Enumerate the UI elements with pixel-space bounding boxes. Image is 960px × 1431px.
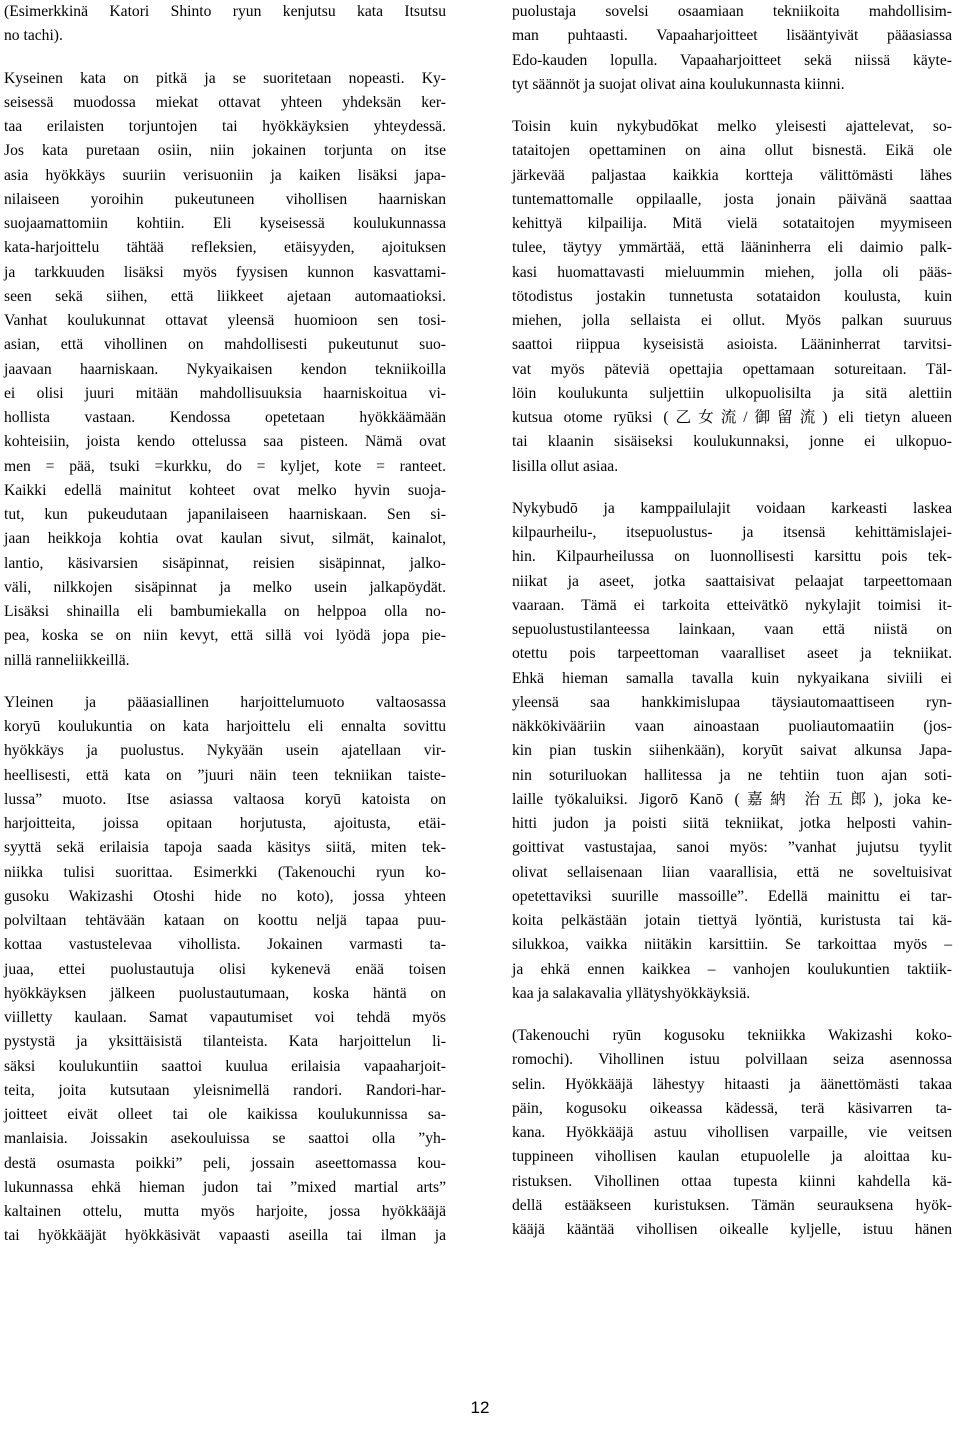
text-line: heellisesti, että kata on ”juuri näin teen tekniikan taiste-	[4, 766, 446, 784]
text-line: Kaikki edellä mainitut kohteet ovat melko hyvin suoja-	[4, 481, 446, 499]
text-line: syyttä sekä erilaisia tapoja saada käsitys siitä, miten tek-	[4, 839, 446, 857]
text-line: tai hyökkääjät hyökkäsivät vapaasti aseilla tai ilman ja	[4, 1227, 446, 1245]
text-line: niikka tulisi suorittaa. Esimerkki (Takenouchi ryun ko-	[4, 863, 446, 881]
text-line: goittivat vastustajaa, sanoi myös: ”vanhat jujutsu tyylit	[512, 839, 952, 857]
text-line: hyökkäys ja puolustus. Nykyään usein ajatellaan vir-	[4, 742, 446, 760]
text-line: lukunnassa ehkä hieman judon tai ”mixed martial arts”	[4, 1178, 446, 1196]
text-line: vaaraan. Tämä ei tarkoita etteivätkö nykylajit toimisi it-	[512, 596, 952, 614]
text-line: sepuolustustilanteessa lainkaan, vaan että niistä on	[512, 621, 952, 638]
paragraph	[4, 0, 446, 49]
text-line: Lisäksi shinailla eli bambumiekalla on helppoa olla no-	[4, 603, 446, 620]
paragraph	[512, 1024, 952, 1242]
text-line: Yleinen ja pääasiallinen harjoittelumuoto valtaosassa	[4, 693, 446, 711]
text-line: kata-harjoittelu tähtää refleksien, etäisyyden, ajoituksen	[4, 239, 446, 257]
paragraph-gap	[4, 49, 446, 67]
text-line: no tachi).	[4, 27, 63, 45]
text-line: (Esimerkkinä Katori Shinto ryun kenjutsu kata Itsutsu	[4, 3, 446, 20]
paragraph-gap	[512, 1006, 952, 1024]
text-line: Ehkä hieman samalla tavalla kuin nykyaikana siviili ei	[512, 669, 952, 687]
text-line: silukkoa, vaikka niitäkin karsittiin. Se tarkoittaa myös –	[512, 936, 952, 954]
paragraph	[512, 0, 952, 97]
text-line: seen sekä siihen, että liikkeet ajetaan automaatioksi.	[4, 287, 446, 305]
text-line: järkevää paljastaa kaikkia kortteja välittömästi lähes	[512, 166, 952, 184]
text-line: tyt säännöt ja suojat olivat aina koulukunnasta kiinni.	[512, 75, 845, 93]
text-line: koryū koulukuntia on kata harjoittelu eli ennalta sovittu	[4, 718, 446, 735]
text-line: hyökkäyksen jälkeen puolustautumaan, koska häntä on	[4, 984, 446, 1002]
text-line: tulee, täytyy ymmärtää, että lääninherra eli daimio palk-	[512, 239, 952, 257]
text-line: kin pian tuskin siihenkään), koryūt saivat alkunsa Japa-	[512, 742, 952, 760]
text-line: tötodistus jostakin tunnetusta sotataidon koulusta, kuin	[512, 287, 952, 305]
text-line: pystystä ja yksittäisistä tilanteista. Kata harjoittelun li-	[4, 1033, 446, 1051]
text-line: näkkökivääriin vaan ainoastaan puoliautomaatiin (jos-	[512, 718, 952, 735]
text-line: säksi koulukuntiin saattoi kuulua erilaisia vapaaharjoit-	[4, 1057, 446, 1075]
text-line: lussa” muoto. Itse asiassa valtaosa koryū katoista on	[4, 790, 446, 808]
text-line: hitti judon ja poisti siitä tekniikat, jotka helposti vahin-	[512, 815, 952, 832]
text-line: Nykybudō ja kamppailulajit voidaan karkeasti laskea	[512, 499, 952, 517]
text-line: (Takenouchi ryūn kogusoku tekniikka Wakizashi koko-	[512, 1027, 952, 1044]
text-line: tai klaanin sisäiseksi koulukunnaksi, jonne ei ulkopuo-	[512, 433, 952, 451]
text-line: teita, joita kutsutaan yleisnimellä randori. Randori-har-	[4, 1081, 446, 1099]
left-text-column	[4, 0, 446, 1249]
text-line: lantio, käsivarsien sisäpinnat, reisien sisäpinnat, jalko-	[4, 554, 446, 572]
text-line: tut, kun pukeudutaan japanilaiseen haarniskaan. Sen si-	[4, 506, 446, 523]
text-line: manlaisia. Joissakin asekouluissa se saattoi olla ”yh-	[4, 1130, 446, 1148]
text-line: nillä ranneliikkeillä.	[4, 651, 130, 669]
text-line: miehen, jolla sellaista ei ollut. Myös palkan suuruus	[512, 312, 952, 329]
text-line: asia hyökkäys suuriin verisuoniin ja kaiken lisäksi japa-	[4, 166, 446, 184]
text-line: romochi). Vihollinen istuu polvillaan seiza asennossa	[512, 1051, 952, 1069]
text-line: Kyseinen kata on pitkä ja se suoritetaan nopeasti. Ky-	[4, 69, 446, 87]
text-line: tataitojen opettaminen on aina ollut bisnestä. Eikä ole	[512, 142, 952, 160]
text-line: kohteisiin, joista kendo ottelussa saa pisteen. Nämä ovat	[4, 433, 446, 451]
text-line: Jos kata puretaan osiin, niin jokainen torjunta on itse	[4, 142, 446, 160]
text-line: pea, koska se on niin kevyt, että sillä voi lyödä jopa pie-	[4, 627, 446, 645]
paragraph	[512, 115, 952, 479]
text-line: dellä estääkseen kuristuksen. Tämän seurauksena hyök-	[512, 1196, 952, 1214]
text-line: suojaamattomiin kohtiin. Eli kyseisessä koulukunnassa	[4, 215, 446, 232]
text-line: seisessä muodossa miekat ottavat yhteen yhdeksän ker-	[4, 93, 446, 111]
text-line: niikat ja aseet, jotka saattaisivat pelaajat tarpeettomaan	[512, 572, 952, 590]
text-line: löin koulukunta suljettiin ulkopuolisilta ja sitä alettiin	[512, 384, 952, 402]
paragraph-gap	[4, 673, 446, 691]
text-line: päin, kogusoku oikeassa kädessä, terä käsivarren ta-	[512, 1099, 952, 1117]
text-line: taa erilaisten torjuntojen tai hyökkäyksien yhteydessä.	[4, 118, 446, 135]
text-line: destä osumasta poikki” peli, jossain aseettomassa kou-	[4, 1154, 446, 1172]
paragraph	[4, 691, 446, 1249]
text-line: kana. Hyökkääjä astuu vihollisen varpaille, vie veitsen	[512, 1124, 952, 1141]
text-line: kaa ja salakavalia yllätyshyökkäyksiä.	[512, 984, 751, 1002]
text-line: jaavaan haarniskaan. Nykyaikaisen kendon tekniikoilla	[4, 360, 446, 378]
text-line: polviltaan tehtävään kataan on koottu neljä tapaa puu-	[4, 912, 446, 929]
paragraph	[512, 497, 952, 1006]
text-line: juaa, ettei puolustautuja olisi kykenevä enää toisen	[4, 960, 446, 978]
text-line: harjoitteita, joissa opitaan horjutusta, ajoitusta, etäi-	[4, 815, 446, 832]
page-number: 12	[470, 1398, 490, 1417]
text-line: ja ehkä ennen kaikkea – vanhojen koulukuntien taktiik-	[512, 960, 952, 978]
text-line: saattoi riippua kyseisistä asioista. Lääninherrat tarvitsi-	[512, 336, 952, 354]
text-line: koita pelkästään jotain tiettyä lyöntiä, kuristusta tai kä-	[512, 912, 952, 929]
text-line: Edo-kauden lopulla. Vapaaharjoitteet sekä niissä käyte-	[512, 51, 952, 69]
text-line: kutsua otome ryūksi (乙女流/御留流) eli tietyn alueen	[512, 409, 952, 426]
text-line: laille työkaluiksi. Jigorō Kanō (嘉納 治五郎), joka ke-	[512, 790, 952, 808]
text-line: kehittyä kilpailija. Mitä vielä sotataitojen myymiseen	[512, 215, 952, 232]
text-line: otettu pois tarpeettoman vaaralliset aseet ja tekniikat.	[512, 645, 952, 663]
text-line: olivat sellaisenaan liian vaarallisia, että ne soveltuisivat	[512, 863, 952, 881]
text-line: puolustaja sovelsi osaamiaan tekniikoita mahdollisim-	[512, 3, 952, 20]
text-line: Toisin kuin nykybudōkat melko yleisesti ajattelevat, so-	[512, 118, 952, 135]
text-line: kilpaurheilu-, itsepuolustus- ja itsensä kehittämislajei-	[512, 524, 952, 541]
paragraph-gap	[512, 97, 952, 115]
text-line: nilaiseen yoroihin pukeutuneen vihollisen haarniskan	[4, 190, 446, 208]
text-line: joitteet eivät olleet tai ole kaikissa koulukunnissa sa-	[4, 1106, 446, 1123]
text-line: kasi huomattavasti mieluummin miehen, jolla oli pääs-	[512, 263, 952, 281]
text-line: men = pää, tsuki =kurkku, do = kyljet, kote = ranteet.	[4, 457, 446, 475]
text-line: ristuksen. Vihollinen ottaa tupesta kiinni kahdella kä-	[512, 1172, 952, 1190]
text-line: gusoku Wakizashi Otoshi hide no koto), jossa yhteen	[4, 887, 446, 905]
text-line: jaan heikkoja kohtia ovat kaulan sivut, silmät, kainalot,	[4, 530, 446, 548]
text-line: hollista vastaan. Kendossa opetetaan hyökkäämään	[4, 409, 446, 426]
text-line: kaltainen ottelu, mutta myös harjoite, jossa hyökkääjä	[4, 1203, 446, 1220]
text-line: kottaa vastustelevaa vihollista. Jokainen varmasti ta-	[4, 936, 446, 954]
text-line: viilletty kaulaan. Samat vapautumiset voi tehdä myös	[4, 1009, 446, 1026]
paragraph	[4, 67, 446, 673]
text-line: yleensä saa hankkimislupaa täysiautomaattiseen ryn-	[512, 693, 952, 711]
text-line: ei olisi juuri mitään mahdollisuuksia haarniskoitua vi-	[4, 384, 446, 402]
text-line: tuppineen vihollisen kaulan etupuolelle ja aloittaa ku-	[512, 1148, 952, 1166]
text-line: tuntemattomalle oppilaalle, josta jonain päivänä saattaa	[512, 190, 952, 208]
text-line: selin. Hyökkääjä lähestyy hitaasti ja äänettömästi takaa	[512, 1075, 952, 1093]
text-line: väli, nilkkojen sisäpinnat ja melko usein jalkapöydät.	[4, 578, 446, 596]
paragraph-gap	[512, 479, 952, 497]
text-line: Vanhat koulukunnat ottavat yleensä huomioon sen tosi-	[4, 312, 446, 329]
text-line: lisilla ollut asiaa.	[512, 457, 619, 475]
text-line: vat myös päteviä opettajia opettamaan sotureitaan. Täl-	[512, 360, 952, 378]
text-line: ja tarkkuuden lisäksi myös fyysisen kunnon kasvattami-	[4, 263, 446, 281]
text-line: opetettaviksi suurille massoille”. Edellä mainittu ei tar-	[512, 887, 952, 905]
text-line: kääjä kääntää vihollisen oikealle kyljelle, istuu hänen	[512, 1221, 952, 1238]
right-text-column	[512, 0, 952, 1242]
text-line: asian, että vihollinen on mahdollisesti pukeutunut suo-	[4, 336, 446, 354]
text-line: man puhtaasti. Vapaaharjoitteet lisääntyivät pääasiassa	[512, 27, 952, 45]
text-line: nin soturiluokan hallitessa ja ne tehtiin tuon ajan soti-	[512, 766, 952, 784]
text-line: hin. Kilpaurheilussa on luonnollisesti karsittu pois tek-	[512, 548, 952, 566]
